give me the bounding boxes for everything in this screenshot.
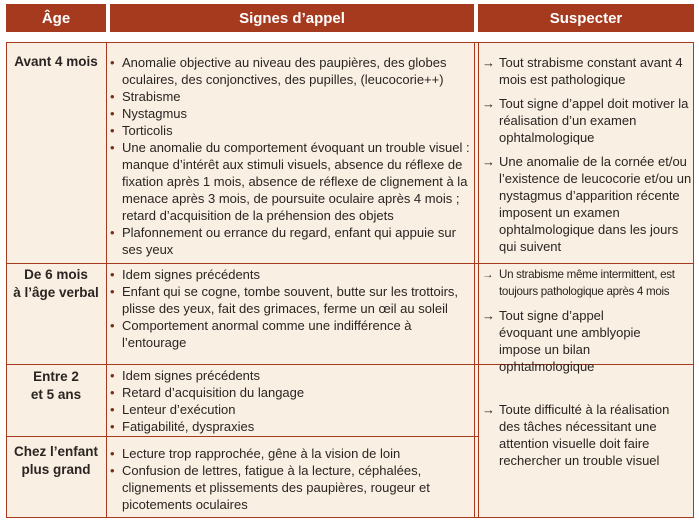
signe-item: • Comportement anormal comme une indifférence à l’entourage [110,317,470,351]
age-label: De 6 mois [24,267,88,282]
age-label: Chez l’enfant [13,444,98,459]
signes-cell [110,54,470,258]
row-divider [6,42,694,43]
age-cell [6,443,106,479]
row-divider [6,436,478,437]
suspecter-cell [482,401,694,476]
age-label: Entre 2 [33,369,79,384]
suspecter-cell [482,54,694,262]
signe-item: • Retard d’acquisition du langage [110,384,470,401]
signe-item: • Torticolis [110,122,470,139]
signe-item: • Idem signes précédents [110,266,470,283]
signe-item: • Fatigabilité, dyspraxies [110,418,470,435]
header-signes: Signes d’appel [110,4,474,32]
signe-item: • Lecture trop rapprochée, gêne à la vision de loin [110,445,470,462]
signe-item: • Lenteur d’exécution [110,401,470,418]
suspecter-item: → Tout strabisme constant avant 4 mois est pathologique [482,54,694,88]
age-cell [6,368,106,404]
signes-cell [110,367,470,435]
signe-item: • Strabisme [110,88,470,105]
signe-item: • Nystagmus [110,105,470,122]
age-cell [6,53,106,71]
row-divider [6,517,694,518]
column-divider [478,42,479,518]
signe-item: • Une anomalie du comportement évoquant un trouble visuel : manque d’intérêt aux stimuli visuels, absence du réflexe de fixation après 1 mois, absence de réflexe de clignement à la menace après 3 mois, de poursuite oculaire après 4 mois ; retard d’acquisition de la préhension des objets [110,139,470,224]
signes-cell [110,266,470,351]
signe-item: • Anomalie objective au niveau des paupières, des globes oculaires, des conjonctives, des pupilles, (leucocorie++) [110,54,470,88]
signe-item: • Confusion de lettres, fatigue à la lecture, céphalées, clignements et plissements des paupières, rougeur et picotements oculaires [110,462,470,513]
header-age: Âge [6,4,106,32]
suspecter-item: → Tout signe d’appel doit motiver la réalisation d’un examen ophtalmologique [482,95,694,146]
signe-item: • Idem signes précédents [110,367,470,384]
suspecter-item: → Un strabisme même intermittent, est toujours pathologique après 4 mois [482,266,694,300]
suspecter-item: → Une anomalie de la cornée et/ou l’existence de leucocorie et/ou un nystagmus d’apparition récente imposent un examen ophtalmologique dans les jours qui suivent [482,153,694,255]
signes-cell [110,445,470,513]
column-divider [474,42,475,518]
suspecter-cell [482,266,694,382]
header-suspecter: Suspecter [478,4,694,32]
age-label: Avant 4 mois [14,54,98,69]
age-cell [6,266,106,302]
age-label: et 5 ans [30,387,82,402]
signe-item: • Plafonnement ou errance du regard, enfant qui appuie sur ses yeux [110,224,470,258]
row-divider [6,263,694,264]
column-divider [106,42,107,518]
signe-item: • Enfant qui se cogne, tombe souvent, butte sur les trottoirs, plisse des yeux, fait des grimaces, ferme un œil au soleil [110,283,470,317]
suspecter-item: → Toute difficulté à la réalisation des tâches nécessitant une attention visuelle doit faire rechercher un trouble visuel [482,401,694,469]
age-label: à l’âge verbal [13,285,99,300]
suspecter-item: → Tout signe d’appel évoquant une amblyopie impose un bilan ophtalmologique [482,307,694,375]
age-label: plus grand [21,462,91,477]
